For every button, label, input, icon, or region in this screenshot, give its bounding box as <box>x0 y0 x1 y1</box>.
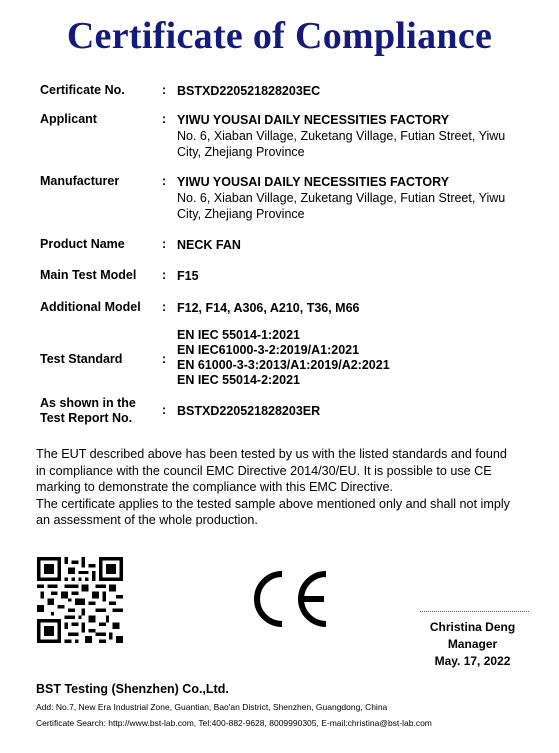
certificate-no-label: Certificate No. <box>40 83 125 97</box>
compliance-statement <box>36 446 541 529</box>
statement-line: The certificate applies to the tested sample above mentioned only and shall not imply <box>36 496 510 511</box>
certificate-title: Certificate of Compliance <box>66 15 493 57</box>
colon: : <box>162 352 167 366</box>
product-name-label: Product Name <box>40 237 125 251</box>
colon: : <box>162 403 167 417</box>
test-standard-line: EN IEC61000-3-2:2019/A1:2021 <box>177 343 360 357</box>
manufacturer-label: Manufacturer <box>40 174 120 188</box>
applicant-value <box>177 112 537 160</box>
applicant-address-line1: No. 6, Xiaban Village, Zuketang Village, Futian Street, Yiwu <box>177 129 506 143</box>
colon: : <box>162 300 167 314</box>
colon: : <box>162 112 167 126</box>
signer-role: Manager <box>447 637 498 651</box>
test-report-label-line2: Test Report No. <box>40 411 133 425</box>
test-standard-line: EN IEC 55014-1:2021 <box>177 328 300 342</box>
statement-line: an assessment of the whole production. <box>36 513 258 527</box>
manufacturer-name: YIWU YOUSAI DAILY NECESSITIES FACTORY <box>177 175 450 189</box>
test-report-value: BSTXD220521828203ER <box>177 404 321 418</box>
certificate-no-value: BSTXD220521828203EC <box>177 84 321 98</box>
company-address: Add: No.7, New Era Industrial Zone, Guantian, Bao'an District, Shenzhen, Guangdong, China <box>36 702 388 712</box>
main-test-model-value: F15 <box>177 269 199 283</box>
colon: : <box>162 83 167 97</box>
test-report-label-line1: As shown in the <box>40 396 136 410</box>
test-standard-label: Test Standard <box>40 352 123 366</box>
qr-code-icon <box>37 557 123 643</box>
test-standard-line: EN 61000-3-3:2013/A1:2019/A2:2021 <box>177 358 390 372</box>
test-standard-values <box>177 328 537 388</box>
test-report-label <box>40 396 136 426</box>
main-test-model-label: Main Test Model <box>40 268 137 282</box>
signature-date: May. 17, 2022 <box>434 654 511 668</box>
product-name-value: NECK FAN <box>177 238 241 252</box>
statement-line: The EUT described above has been tested by us with the listed standards and found <box>36 447 507 461</box>
signer-name: Christina Deng <box>429 620 516 634</box>
manufacturer-value <box>177 174 537 222</box>
applicant-label: Applicant <box>40 112 97 126</box>
applicant-name: YIWU YOUSAI DAILY NECESSITIES FACTORY <box>177 113 450 127</box>
ce-mark-icon <box>246 568 330 630</box>
applicant-address-line2: City, Zhejiang Province <box>177 145 305 159</box>
company-contact: Certificate Search: http://www.bst-lab.com, Tel:400-882-9628, 8009990305, E-mail:christina@bst-lab.com <box>36 718 432 728</box>
test-standard-line: EN IEC 55014-2:2021 <box>177 373 300 387</box>
colon: : <box>162 237 167 251</box>
statement-line: in compliance with the council EMC Directive 2014/30/EU. It is possible to use CE <box>36 463 492 478</box>
manufacturer-address-line1: No. 6, Xiaban Village, Zuketang Village, Futian Street, Yiwu <box>177 191 506 205</box>
colon: : <box>162 174 167 188</box>
colon: : <box>162 268 167 282</box>
manufacturer-address-line2: City, Zhejiang Province <box>177 207 305 221</box>
additional-model-value: F12, F14, A306, A210, T36, M66 <box>177 301 360 315</box>
signature-line <box>420 611 529 612</box>
statement-line: marking to demonstrate the compliance with this EMC Directive. <box>36 480 393 494</box>
company-name: BST Testing (Shenzhen) Co.,Ltd. <box>36 682 229 696</box>
additional-model-label: Additional Model <box>40 300 141 314</box>
